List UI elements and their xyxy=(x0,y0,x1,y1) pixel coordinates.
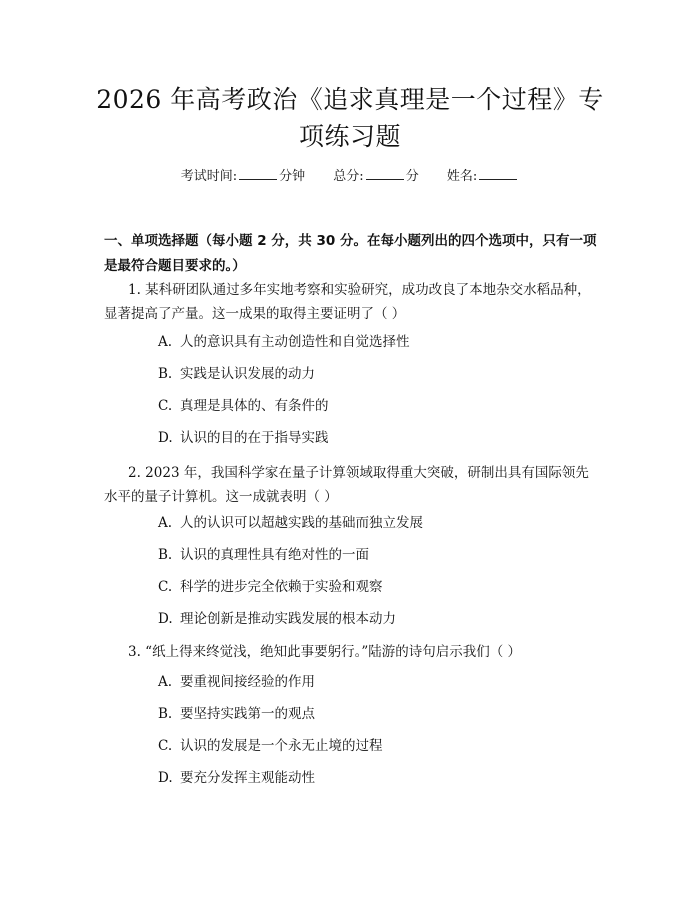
question-3-option-a[interactable] xyxy=(158,672,315,692)
question-3-option-b[interactable] xyxy=(158,704,315,724)
question-1-option-a[interactable] xyxy=(158,332,410,352)
question-1-option-c[interactable] xyxy=(158,396,329,416)
page-title-line-2: 项练习题 xyxy=(298,122,401,151)
section-heading: 一、单项选择题（每小题 2 分，共 30 分。在每小题列出的四个选项中，只有一项是最符合题目要求的。） xyxy=(104,233,597,274)
option-text: 理论创新是推动实践发展的根本动力 xyxy=(180,611,396,627)
option-letter: B. xyxy=(158,366,173,382)
total-score-label: 总分: xyxy=(333,169,364,184)
exam-time-blank[interactable] xyxy=(239,167,277,180)
exam-meta xyxy=(0,167,700,187)
option-text: 要重视间接经验的作用 xyxy=(180,674,315,690)
question-3-option-c[interactable] xyxy=(158,736,383,756)
page-title-line-1: 2026 年高考政治《追求真理是一个过程》专 xyxy=(96,85,604,114)
exam-time-unit: 分钟 xyxy=(279,169,306,184)
question-1-option-b[interactable] xyxy=(158,364,315,384)
option-text: 认识的发展是一个永无止境的过程 xyxy=(180,738,383,754)
option-letter: B. xyxy=(158,547,173,563)
option-letter: B. xyxy=(158,706,173,722)
exam-time-field xyxy=(181,167,305,187)
question-2-option-b[interactable] xyxy=(158,545,369,565)
question-1-option-d[interactable] xyxy=(158,428,329,448)
option-text: 认识的真理性具有绝对性的一面 xyxy=(180,547,369,563)
total-score-field xyxy=(333,167,418,187)
total-score-unit: 分 xyxy=(405,169,419,184)
option-text: 科学的进步完全依赖于实验和观察 xyxy=(180,579,383,595)
option-text: 人的意识具有主动创造性和自觉选择性 xyxy=(180,334,410,350)
option-text: 要充分发挥主观能动性 xyxy=(180,770,315,786)
exam-time-label: 考试时间: xyxy=(180,169,238,184)
option-letter: D. xyxy=(158,611,173,627)
total-score-blank[interactable] xyxy=(366,167,404,180)
option-text: 要坚持实践第一的观点 xyxy=(180,706,315,722)
name-label: 姓名: xyxy=(446,169,478,184)
question-2-option-d[interactable] xyxy=(158,609,396,629)
question-2-option-a[interactable] xyxy=(158,513,423,533)
option-text: 实践是认识发展的动力 xyxy=(180,366,315,382)
option-text: 真理是具体的、有条件的 xyxy=(180,398,329,414)
question-2-stem: 2. 2023 年，我国科学家在量子计算领域取得重大突破，研制出具有国际领先水平的量子计算机。这一成就表明（ ） xyxy=(104,465,589,505)
name-blank[interactable] xyxy=(479,167,517,180)
option-letter: D. xyxy=(158,430,173,446)
option-letter: A. xyxy=(158,674,173,690)
question-2-option-c[interactable] xyxy=(158,577,383,597)
name-field xyxy=(447,167,519,187)
question-1-stem: 1. 某科研团队通过多年实地考察和实验研究，成功改良了本地杂交水稻品种，显著提高了产量。这一成果的取得主要证明了（ ） xyxy=(104,282,591,322)
question-3-option-d[interactable] xyxy=(158,768,315,788)
option-letter: D. xyxy=(158,770,173,786)
option-letter: A. xyxy=(158,515,173,531)
option-letter: A. xyxy=(158,334,173,350)
option-letter: C. xyxy=(158,398,173,414)
option-letter: C. xyxy=(158,738,173,754)
option-text: 认识的目的在于指导实践 xyxy=(180,430,329,446)
question-3-stem: 3. “纸上得来终觉浅，绝知此事要躬行。”陆游的诗句启示我们（ ） xyxy=(128,644,522,660)
option-letter: C. xyxy=(158,579,173,595)
option-text: 人的认识可以超越实践的基础而独立发展 xyxy=(180,515,423,531)
